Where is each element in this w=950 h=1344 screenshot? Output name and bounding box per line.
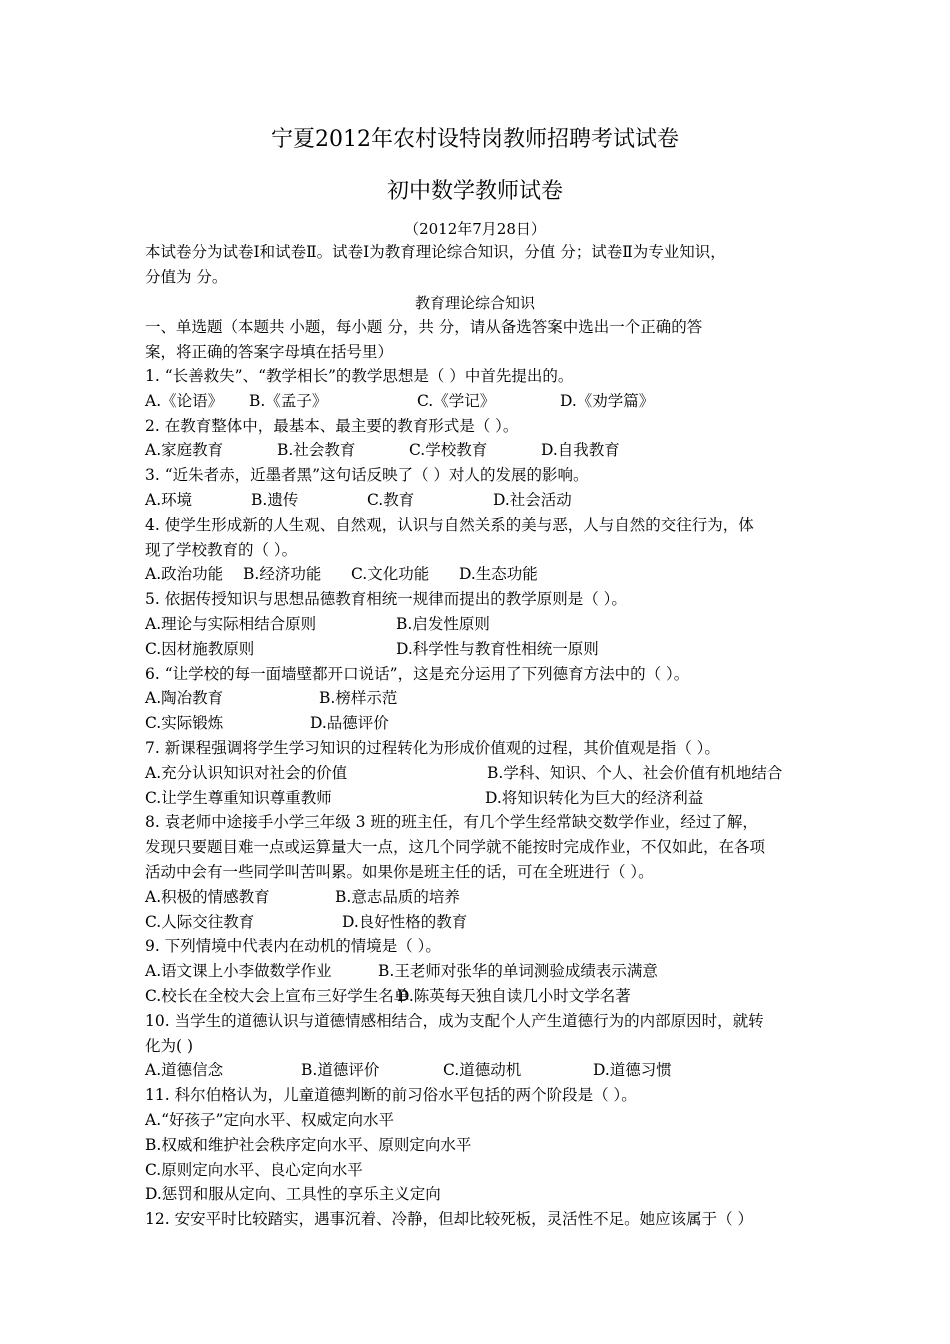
answer-option: D.道德习惯: [593, 1061, 672, 1080]
answer-option: A.环境: [145, 491, 193, 509]
answer-option: D.惩罚和服从定向、工具性的享乐主义定向: [145, 1185, 441, 1204]
answer-option: D.生态功能: [459, 565, 538, 584]
answer-option: B.《孟子》: [249, 391, 328, 410]
answer-option: B.社会教育: [277, 441, 356, 460]
question-stem-3: 3. “近朱者赤，近墨者黑”这句话反映了（ ）对人的发展的影响。: [145, 466, 589, 485]
answer-option: D.陈英每天独自读几小时文学名著: [397, 987, 631, 1005]
answer-option: A.充分认识知识对社会的价值: [145, 763, 348, 782]
answer-option: B.权威和维护社会秩序定向水平、原则定向水平: [145, 1135, 472, 1154]
question-stem-4: 4. 使学生形成新的人生观、自然观，认识与自然关系的美与恶，人与自然的交往行为，体: [145, 515, 754, 534]
answer-option: D.将知识转化为巨大的经济利益: [485, 788, 704, 807]
answer-option: C.教育: [367, 491, 415, 509]
question-stem-4: 现了学校教育的（ ）。: [145, 540, 298, 559]
exam-title: 宁夏2012年农村设特岗教师招聘考试试卷: [271, 127, 679, 152]
answer-option: C.校长在全校大会上宣布三好学生名单: [145, 987, 410, 1005]
answer-option: A.道德信念: [145, 1061, 224, 1080]
answer-option: D.科学性与教育性相统一原则: [396, 639, 599, 658]
answer-option: B.道德评价: [301, 1061, 380, 1080]
answer-option: C.《学记》: [417, 391, 496, 410]
answer-option: B.意志品质的培养: [335, 887, 460, 906]
answer-option: B.王老师对张华的单词测验成绩表示满意: [378, 962, 658, 981]
question-stem-2: 2. 在教育整体中，最基本、最主要的教育形式是（ ）。: [145, 416, 519, 435]
question-stem-1: 1. “长善救失”、“教学相长”的教学思想是（ ）中首先提出的。: [145, 367, 574, 385]
answer-option: D.社会活动: [493, 491, 572, 509]
exam-subtitle: 初中数学教师试卷: [386, 179, 563, 204]
question-stem-5: 5. 依据传授知识与思想品德教育相统一规律而提出的教学原则是（ ）。: [145, 590, 627, 609]
question-stem-11: 11. 科尔伯格认为，儿童道德判断的前习俗水平包括的两个阶段是（ ）。: [145, 1086, 637, 1105]
answer-option: D.自我教育: [541, 441, 620, 460]
question-stem-7: 7. 新课程强调将学生学习知识的过程转化为形成价值观的过程，其价值观是指（ ）。: [145, 739, 720, 757]
answer-option: B.遗传: [251, 491, 299, 509]
question-stem-8: 8. 袁老师中途接手小学三年级 3 班的班主任，有几个学生经常缺交数学作业，经过了解，: [145, 813, 758, 832]
answer-option: C.文化功能: [351, 565, 430, 584]
answer-option: A.语文课上小李做数学作业: [145, 962, 332, 981]
section-instruction: 一、单选题（本题共 小题，每小题 分，共 分，请从备选答案中选出一个正确的答: [145, 318, 703, 336]
answer-option: A.理论与实际相结合原则: [145, 615, 317, 633]
answer-option: B.经济功能: [243, 565, 322, 584]
answer-option: A.政治功能: [145, 565, 224, 584]
answer-option: C.实际锻炼: [145, 714, 224, 733]
question-stem-8: 发现只要题目难一点或运算量大一点，这几个同学就不能按时完成作业，不仅如此，在各项: [145, 838, 766, 857]
answer-option: C.让学生尊重知识尊重教师: [145, 788, 332, 807]
question-stem-9: 9. 下列情境中代表内在动机的情境是（ ）。: [145, 937, 441, 956]
question-stem-10: 化为( ): [145, 1036, 194, 1055]
answer-option: D.良好性格的教育: [342, 912, 468, 931]
answer-option: D.《劝学篇》: [560, 391, 655, 410]
answer-option: B.学科、知识、个人、社会价值有机地结合: [487, 763, 783, 782]
question-stem-12: 12. 安安平时比较踏实，遇事沉着、冷静，但却比较死板，灵活性不足。她应该属于（ ）: [145, 1210, 754, 1229]
answer-option: A.陶冶教育: [145, 689, 224, 708]
question-stem-8: 活动中会有一些同学叫苦叫累。如果你是班主任的话，可在全班进行（ ）。: [145, 863, 654, 881]
question-stem-6: 6. “让学校的每一面墙壁都开口说话”，这是充分运用了下列德育方法中的（ ）。: [145, 664, 690, 683]
answer-option: A.家庭教育: [145, 441, 224, 460]
intro-line: 分值为 分。: [145, 268, 228, 286]
answer-option: B.启发性原则: [396, 615, 490, 633]
answer-option: C.原则定向水平、良心定向水平: [145, 1160, 363, 1179]
answer-option: D.品德评价: [310, 714, 389, 733]
intro-line: 本试卷分为试卷Ⅰ和试卷Ⅱ。试卷Ⅰ为教育理论综合知识，分值 分；试卷Ⅱ为专业知识，: [145, 243, 726, 261]
answer-option: A.积极的情感教育: [145, 887, 270, 906]
section-title: 教育理论综合知识: [414, 294, 535, 312]
answer-option: C.人际交往教育: [145, 912, 255, 931]
section-instruction: 案，将正确的答案字母填在括号里）: [145, 343, 394, 361]
answer-option: C.因材施教原则: [145, 639, 255, 658]
answer-option: A.“好孩子”定向水平、权威定向水平: [145, 1111, 394, 1129]
answer-option: C.道德动机: [443, 1061, 522, 1080]
answer-option: B.榜样示范: [319, 689, 398, 708]
exam-date: （2012年7月28日）: [404, 220, 546, 238]
question-stem-10: 10. 当学生的道德认识与道德情感相结合，成为支配个人产生道德行为的内部原因时，就转: [145, 1011, 764, 1030]
answer-option: A.《论语》: [145, 391, 224, 410]
answer-option: C.学校教育: [409, 441, 488, 460]
